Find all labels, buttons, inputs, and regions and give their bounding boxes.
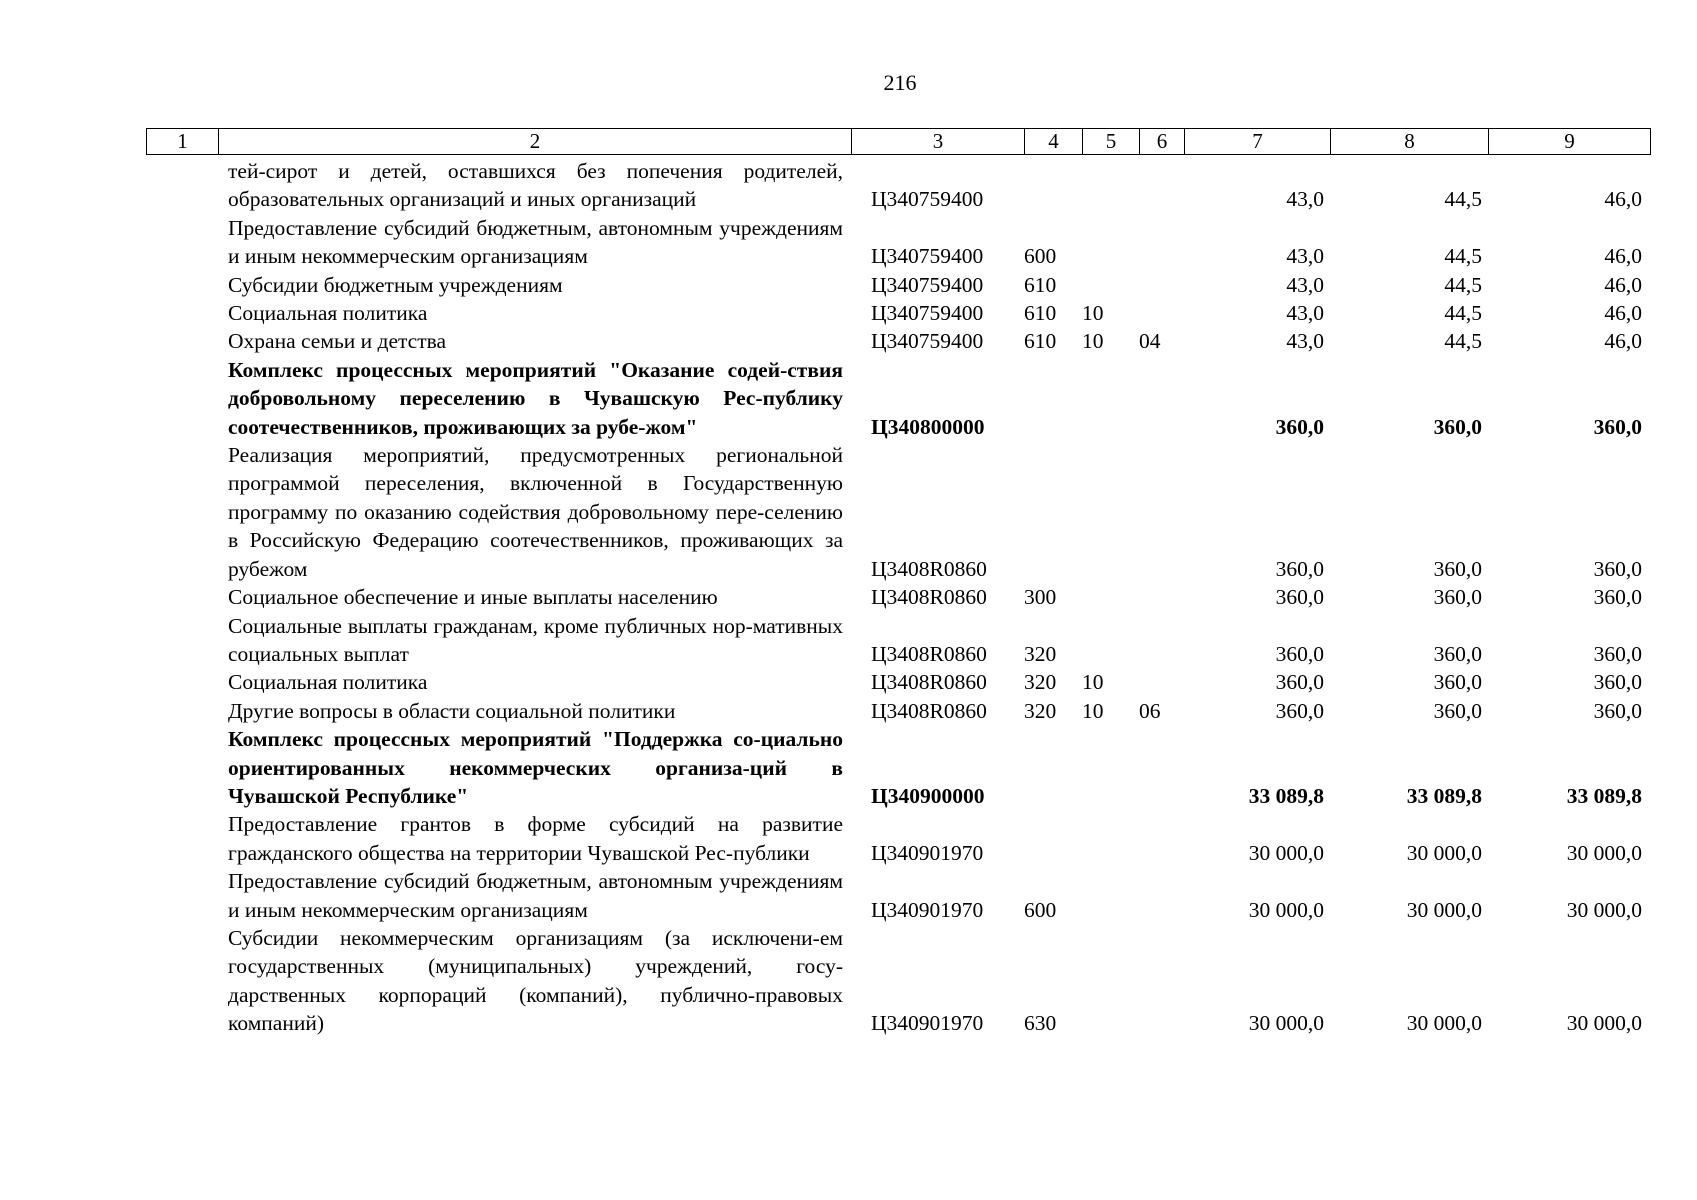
row-col-6	[1139, 810, 1184, 867]
row-col-1	[146, 924, 218, 1038]
row-code: Ц3408R0860	[871, 641, 987, 666]
row-value-7: 33 089,8	[1248, 783, 1324, 808]
row-name: Предоставление грантов в форме субсидий на развитие гражданского общества на территории Чувашской Рес-публики	[228, 812, 843, 865]
row-col-5	[1082, 924, 1139, 1038]
row-name: Социальная политика	[228, 301, 428, 326]
row-col-5	[1082, 867, 1139, 924]
row-value-8: 360,0	[1433, 641, 1482, 666]
header-col-2: 2	[219, 129, 852, 155]
row-value-9: 46,0	[1604, 272, 1642, 297]
row-col-6: 04	[1139, 329, 1161, 354]
row-name: Социальные выплаты гражданам, кроме публичных нор-мативных социальных выплат	[228, 613, 843, 666]
row-value-7: 43,0	[1286, 329, 1324, 354]
table-body	[146, 157, 1650, 1038]
row-value-8: 44,5	[1444, 301, 1482, 326]
row-col-4: 320	[1024, 698, 1057, 723]
row-col-4: 320	[1024, 641, 1057, 666]
table-row	[146, 214, 1650, 271]
row-value-9: 360,0	[1593, 556, 1642, 581]
table-row	[146, 583, 1650, 611]
row-col-6	[1139, 441, 1184, 583]
row-code: Ц3408R0860	[871, 556, 987, 581]
row-col-4: 610	[1024, 272, 1057, 297]
row-value-7: 43,0	[1286, 244, 1324, 269]
row-value-9: 33 089,8	[1566, 783, 1642, 808]
row-value-9: 46,0	[1604, 187, 1642, 212]
table-header	[146, 128, 1651, 155]
row-name: Охрана семьи и детства	[228, 329, 447, 354]
row-code: Ц340800000	[871, 414, 985, 439]
row-value-8: 44,5	[1444, 187, 1482, 212]
row-col-4	[1024, 725, 1082, 810]
row-col-1	[146, 299, 218, 327]
row-value-8: 360,0	[1433, 414, 1482, 439]
table-row	[146, 612, 1650, 669]
row-name: Реализация мероприятий, предусмотренных региональной программой переселения, включенной в Государственную программу по оказанию содействия добровольному пере-селению в Российскую Федерацию соотечественников, проживающих за рубежом	[228, 443, 843, 581]
header-col-5: 5	[1083, 129, 1140, 155]
row-col-1	[146, 612, 218, 669]
row-value-7: 360,0	[1275, 670, 1324, 695]
page-number: 216	[883, 70, 917, 95]
row-name: Социальное обеспечение и иные выплаты населению	[228, 585, 718, 610]
row-col-5	[1082, 157, 1139, 214]
row-col-6	[1139, 299, 1184, 327]
row-col-5	[1082, 612, 1139, 669]
row-col-4	[1024, 356, 1082, 441]
row-col-6	[1139, 668, 1184, 696]
row-value-7: 43,0	[1286, 272, 1324, 297]
table-row	[146, 867, 1650, 924]
row-name: тей-сирот и детей, оставшихся без попечения родителей, образовательных организаций и иных организаций	[228, 159, 843, 212]
table-row	[146, 668, 1650, 696]
row-col-4: 600	[1024, 897, 1057, 922]
row-col-4	[1024, 157, 1082, 214]
row-name: Субсидии бюджетным учреждениям	[228, 272, 563, 297]
row-value-8: 44,5	[1444, 329, 1482, 354]
header-col-1: 1	[147, 129, 219, 155]
row-name: Другие вопросы в области социальной политики	[228, 698, 676, 723]
row-col-4: 600	[1024, 244, 1057, 269]
table-row	[146, 725, 1650, 810]
row-code: Ц340901970	[871, 840, 984, 865]
row-value-9: 30 000,0	[1566, 1011, 1642, 1036]
row-value-7: 30 000,0	[1248, 1011, 1324, 1036]
row-value-9: 46,0	[1604, 329, 1642, 354]
row-code: Ц340759400	[871, 329, 984, 354]
row-name: Комплекс процессных мероприятий "Поддержка со-циально ориентированных некоммерческих организа-ций в Чувашской Республике"	[228, 727, 843, 808]
row-code: Ц340759400	[871, 301, 984, 326]
header-col-3: 3	[852, 129, 1025, 155]
row-value-7: 360,0	[1275, 585, 1324, 610]
row-name: Социальная политика	[228, 670, 428, 695]
table-row	[146, 356, 1650, 441]
header-col-6: 6	[1140, 129, 1185, 155]
row-col-5	[1082, 810, 1139, 867]
row-value-8: 360,0	[1433, 556, 1482, 581]
row-col-4: 610	[1024, 329, 1057, 354]
row-col-6	[1139, 214, 1184, 271]
row-col-5: 10	[1082, 329, 1104, 354]
row-col-5: 10	[1082, 698, 1104, 723]
row-code: Ц340901970	[871, 897, 984, 922]
row-col-1	[146, 810, 218, 867]
row-value-8: 30 000,0	[1406, 840, 1482, 865]
row-value-8: 360,0	[1433, 585, 1482, 610]
header-row	[147, 129, 1651, 155]
row-value-7: 30 000,0	[1248, 897, 1324, 922]
row-col-1	[146, 697, 218, 725]
row-value-9: 46,0	[1604, 301, 1642, 326]
row-value-9: 360,0	[1593, 414, 1642, 439]
header-col-4: 4	[1025, 129, 1083, 155]
row-col-1	[146, 271, 218, 299]
row-value-7: 360,0	[1275, 641, 1324, 666]
header-col-8: 8	[1331, 129, 1489, 155]
row-col-4: 320	[1024, 670, 1057, 695]
row-value-9: 360,0	[1593, 698, 1642, 723]
row-col-1	[146, 583, 218, 611]
row-name: Предоставление субсидий бюджетным, автономным учреждениям и иным некоммерческим организациям	[228, 215, 843, 269]
header-col-7: 7	[1185, 129, 1331, 155]
row-col-5: 10	[1082, 301, 1104, 326]
row-code: Ц3408R0860	[871, 670, 987, 695]
row-value-7: 360,0	[1275, 698, 1324, 723]
row-value-8: 44,5	[1444, 272, 1482, 297]
row-col-4: 300	[1024, 585, 1057, 610]
row-value-8: 33 089,8	[1406, 783, 1482, 808]
row-value-9: 46,0	[1604, 244, 1642, 269]
row-value-9: 360,0	[1593, 641, 1642, 666]
row-col-5	[1082, 214, 1139, 271]
row-value-7: 43,0	[1286, 187, 1324, 212]
row-value-9: 360,0	[1593, 585, 1642, 610]
row-value-7: 43,0	[1286, 301, 1324, 326]
row-col-5	[1082, 441, 1139, 583]
row-col-1	[146, 725, 218, 810]
row-code: Ц3408R0860	[871, 585, 987, 610]
table-row	[146, 271, 1650, 299]
row-col-4: 610	[1024, 301, 1057, 326]
row-col-4	[1024, 810, 1082, 867]
row-value-8: 360,0	[1433, 670, 1482, 695]
row-col-5	[1082, 725, 1139, 810]
row-col-1	[146, 356, 218, 441]
table-row	[146, 924, 1650, 1038]
row-value-8: 360,0	[1433, 698, 1482, 723]
budget-table	[146, 157, 1650, 1038]
row-col-5	[1082, 356, 1139, 441]
row-col-1	[146, 867, 218, 924]
row-code: Ц340759400	[871, 272, 984, 297]
row-value-9: 30 000,0	[1566, 840, 1642, 865]
row-value-9: 360,0	[1593, 670, 1642, 695]
row-col-4	[1024, 441, 1082, 583]
row-col-1	[146, 157, 218, 214]
table-row	[146, 810, 1650, 867]
row-col-6	[1139, 725, 1184, 810]
row-code: Ц340759400	[871, 187, 984, 212]
row-code: Ц340759400	[871, 244, 984, 269]
row-col-6	[1139, 867, 1184, 924]
row-value-7: 360,0	[1275, 414, 1324, 439]
row-name: Комплекс процессных мероприятий "Оказание содей-ствия добровольному переселению в Чувашскую Рес-публику соотечественников, проживающих за рубе-жом"	[228, 357, 843, 439]
row-code: Ц3408R0860	[871, 698, 987, 723]
header-col-9: 9	[1489, 129, 1651, 155]
row-col-6: 06	[1139, 698, 1161, 723]
row-value-9: 30 000,0	[1566, 897, 1642, 922]
row-name: Предоставление субсидий бюджетным, автономным учреждениям и иным некоммерческим организациям	[228, 869, 843, 922]
row-col-1	[146, 327, 218, 355]
row-col-1	[146, 441, 218, 583]
row-col-1	[146, 214, 218, 271]
row-col-4: 630	[1024, 1011, 1057, 1036]
row-col-6	[1139, 924, 1184, 1038]
row-value-8: 44,5	[1444, 244, 1482, 269]
row-col-6	[1139, 356, 1184, 441]
table-row	[146, 697, 1650, 725]
row-col-5: 10	[1082, 670, 1104, 695]
row-value-8: 30 000,0	[1406, 1011, 1482, 1036]
row-code: Ц340901970	[871, 1011, 984, 1036]
row-value-8: 30 000,0	[1406, 897, 1482, 922]
row-code: Ц340900000	[871, 783, 985, 808]
row-value-7: 30 000,0	[1248, 840, 1324, 865]
table-row	[146, 327, 1650, 355]
row-col-6	[1139, 157, 1184, 214]
row-value-7: 360,0	[1275, 556, 1324, 581]
row-col-6	[1139, 583, 1184, 611]
table-row	[146, 157, 1650, 214]
row-col-1	[146, 668, 218, 696]
table-row	[146, 441, 1650, 583]
row-col-5	[1082, 583, 1139, 611]
row-col-6	[1139, 271, 1184, 299]
row-col-5	[1082, 271, 1139, 299]
row-col-6	[1139, 612, 1184, 669]
row-name: Субсидии некоммерческим организациям (за исключени-ем государственных (муниципальных) учреждений, госу-дарственных корпораций (компаний), публично-правовых компаний)	[228, 925, 843, 1036]
table-row	[146, 299, 1650, 327]
